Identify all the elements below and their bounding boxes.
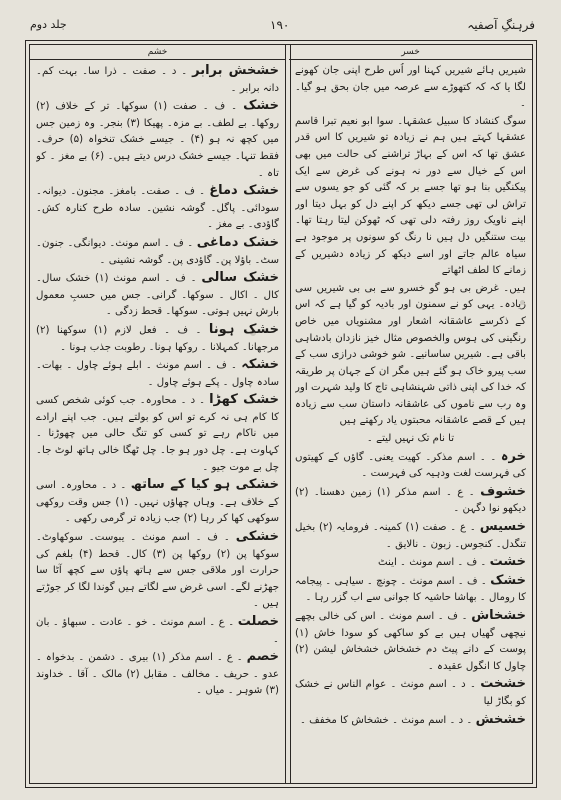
dictionary-entry — [295, 63, 526, 113]
definition-text: ۔ د ۔ صفت ۔ ذرا سا۔ بہت کم۔ دانہ برابر ۔ — [36, 66, 279, 94]
dictionary-entry — [36, 392, 279, 476]
definition-text: ۔ ۔ اسم مذکر۔ کھیت یعنی۔ گاؤں کے کھیتوں کی فہرست لغت ودہیہ کی فہرست ۔ — [295, 451, 526, 480]
headword: خشوف — [480, 483, 526, 499]
dictionary-entry — [36, 63, 279, 97]
definition-text: ۔ ف ۔ اسم مونث ۔ یبوست۔ سوکھاوٹ۔ سوکھا پن (۲) روکھا پن (۳) کال۔ قحط (۴) بلغم کی حرارت اور ملاقی جس سے ہاتھ پاؤں سے کچھ آٹا سا جھڑنے لگے۔ اسی غرض سے لگاتے ہیں گوندا لگا کر جوڑتے ہیں ۔ — [36, 532, 279, 610]
dictionary-entry — [295, 519, 526, 553]
definition-text: ۔ ف ۔ اسم مونث ۔ چونچ ۔ سیاہی ۔ پیجامہ کا رومال ۔ بھاشا حاشیہ کا جوانی سے اب گزر رہا ۔ — [295, 575, 526, 604]
definition-text: ۔ ف ۔ اسم مونث۔ دیوانگی۔ جنون۔ سٹ۔ باؤلا پن۔ گاؤدی پن۔ گوشہ نشینی ۔ — [36, 237, 279, 266]
scan-speck — [250, 330, 256, 336]
dictionary-entry — [295, 484, 526, 518]
headword: خشک دماغی — [196, 234, 279, 250]
definition-text: ۔ ف ۔ اسم مونث ۔ اینٹ — [378, 557, 487, 569]
headword: خشت — [489, 554, 526, 570]
definition-text: ۔ ف ۔ صفت۔ بامغز۔ مجنون۔ دیوانہ۔ سودائی۔ پاگل۔ گوشہ نشین۔ سادہ طرح کنارہ کش۔ گاؤدی۔ بے مغز ۔ — [36, 186, 279, 231]
dictionary-entry — [295, 554, 526, 572]
dictionary-entry — [36, 649, 279, 700]
definition-text: ۔ ع ۔ صفت (۱) کمینہ۔ فرومایہ (۲) بخیل تنگدل۔ کنجوس۔ زبون ۔ نالایق ۔ — [295, 522, 526, 550]
headword: خشک — [243, 98, 279, 114]
definition-text: ۔ د ۔ محاورہ۔ اسی کے خلاف ہے۔ وہاں چھاؤں نہیں۔ (۱) جس وقت روکھی سوکھی کھا کر رہا (۲) جب زیادہ تر گرمی رکھی ۔ — [36, 480, 279, 525]
right-column — [295, 63, 526, 777]
definition-text: ۔ د ۔ محاورہ۔ جب کوئی شخص کسی کا کام ہی نہ کرے تو اس کو بولتے ہیں۔ جب اپنے ارادے میں ناکام رہے تو کسی کو تنگ حالی میں چھوڑنا ۔ کہاوت ہے۔ چل دور ہو جا۔ چل ٹھگا خالی ہاتھ لوٹ جا۔ چل بے موت جیو ۔ — [36, 395, 279, 473]
definition-text: ۔ د ۔ اسم مونث ۔ عوام الناس نے خشک کو بگاڑ لیا — [295, 679, 526, 707]
headword: خشکی — [235, 529, 279, 545]
headword: خشک — [490, 572, 526, 588]
headword: خسیس — [479, 519, 526, 535]
headword: خشخش برابر — [192, 63, 279, 78]
left-column — [36, 63, 279, 777]
definition-text: سوگ کنشاد کا سبیل عشقہا۔ سوا ابو نعیم تبرا قاسم عشقہا کہتے ہیں ہم نے زیادہ تو شیریں کا اس قدر عشق تھا کہ اس کے بہاڑ تراشنے کی حالت میں بھی اس کے خیال سے دور نہ ہونے کی غرض سے ایک پیکنگیں بنا ہو تھا جسے بر کہ گئی کو جو یسوں سے تراش لی تھی جسے دیکھ کر اپنے دل کو بہل دیتا اور اپنے ناویک روز رفتہ دلی تھی کہ ٹھوکن لیتا رہتا تھا۔ بیت ستنگیں دل ہیں نا رنگ کو سونوں پر موجود ہے سیاہ عالم جاتے اور اسے دیکھ کر زیادہ دشیریں کے زمانے کا لطف اٹھاتے — [295, 115, 526, 277]
definition-text: ۔ ع ۔ اسم مونث ۔ خو ۔ عادت ۔ سبھاؤ ۔ بان ۔ — [36, 617, 279, 645]
dictionary-entry — [36, 529, 279, 613]
page-frame — [25, 40, 537, 788]
headword: خشک کھڑا — [209, 392, 279, 408]
right-column-head: خسر — [289, 45, 532, 60]
headword: خشک سالی — [201, 270, 279, 286]
dictionary-entry: تا نام تک نہیں لیتے ۔ — [366, 433, 455, 445]
left-column-head: خشم — [30, 45, 285, 60]
headword: خصلت — [237, 614, 279, 629]
volume-label: جلد دوم — [30, 18, 67, 31]
scan-speck — [520, 300, 525, 305]
page-header — [30, 18, 535, 40]
definition-text: ۔ د ۔ اسم مونث ۔ خشخاش کا مخفف ۔ — [299, 714, 473, 726]
page-number: ۱۹۰ — [270, 18, 290, 32]
dictionary-entry — [295, 573, 526, 607]
headword: خشکہ — [241, 357, 279, 373]
definition-text: ۔ ع ۔ اسم مذکر (۱) زمین دھسنا۔ (۲) دیکھو نوا دگہن ۔ — [295, 486, 526, 515]
definition-text: ۔ ف ۔ اسم مونث ۔ اس کی خالی بچھے نیچھی گھیاں ہیں بے کو ساکھی کو سودا خاش (۱) پوست کے دانے پیٹ دم خشخاش خشخاش لیشن (۲) چاول کا انگول عقیدہ ۔ — [295, 611, 526, 672]
dictionary-entry — [36, 270, 279, 321]
dictionary-entry — [295, 676, 526, 710]
dictionary-entry — [36, 183, 279, 234]
page-frame-inner — [29, 44, 533, 784]
definition-text: شیریں ہائے شیریں کہنا اور اُس طرح اپنی جان کھونے لگا یا کہ کہ کتھوڑے سے عرصہ میں جان بحق ہو گیا۔ ۔ — [295, 65, 526, 110]
headword: خشخش — [475, 711, 526, 727]
definition-text: ۔ ف ۔ صفت (۱) سوکھا۔ تر کے خلاف (۲) روکھا۔ بے لطف۔ بے مزہ۔ پھیکا (۳) بنجر۔ وہ زمین جس میں کچھ نہ ہو (۴) ۔ جیسے خشک تنخواہ (۵) حرف۔ فقط تنہا۔ جیسے خشک درس دیتے ہیں۔ (۶) بے مغز ۔ کو تاہ ۔ — [36, 101, 279, 179]
book-title: فرہنگِ آصفیہ — [467, 18, 535, 32]
headword: خرہ — [500, 448, 526, 464]
dictionary-entry — [295, 114, 526, 280]
definition-text: ۔ ف ۔ فعل لازم (۱) سوکھنا (۲) مرجھانا۔ کمہلانا ۔ روکھا ہونا۔ رطوبت جذب ہونا ۔ — [36, 324, 279, 353]
dictionary-entry — [36, 322, 279, 356]
headword: خشک دماغ — [209, 183, 279, 199]
headword: خشخت — [480, 676, 526, 692]
definition-text: ۔ ف ۔ اسم مونث (۱) خشک سال۔ کال ۔ اکال ۔ سوکھا۔ گرانی۔ جس میں حسبِ معمول بارش نہیں ہوتی۔ سوکھا۔ قحط زدگی ۔ — [36, 273, 279, 318]
column-divider — [285, 45, 291, 783]
dictionary-entry — [36, 614, 279, 648]
dictionary-entry — [295, 281, 526, 430]
dictionary-entry — [295, 712, 526, 730]
dictionary-entry — [36, 477, 279, 528]
definition-text: ۔ ف ۔ اسم مونث ۔ ابلے ہوئے چاول ۔ بھات۔ سادہ چاول ۔ پکے ہوئے چاول ۔ — [36, 360, 279, 388]
headword: خشخاش — [471, 608, 526, 623]
dictionary-entry — [36, 98, 279, 182]
dictionary-entry — [36, 357, 279, 391]
definition-text: ۔ ع ۔ اسم مذکر (۱) بیری ۔ دشمن ۔ بدخواہ ۔ عدو ۔ حریف ۔ مخالف ۔ مقابل (۲) مالک ۔ آقا ۔ خداوند (۳) شوہر ۔ میاں ۔ — [36, 652, 279, 697]
dictionary-entry — [295, 449, 526, 483]
dictionary-entry — [36, 235, 279, 269]
headword: خشک ہونا — [208, 321, 279, 337]
dictionary-entry — [295, 608, 526, 675]
headword: خصم — [246, 649, 279, 665]
headword: خشکی ہو کیا کے ساتھ — [130, 477, 279, 493]
definition-text: ہیں۔ غرض بی ہو گو خسرو سے بی بی شیریں سی زیادہ۔ یہی کو نے سمنون اور بادیہ کو گیا ہے کہ اس کے ذکرسے عاشقانہ اشعار اور مشنویاں میں خاص رنگینی کی ہوس والخصوص مثال خیز نازدان بادشاہی باقی ہے۔ شیریں ساسانیے۔ شو خوشی درازی سب کے سب پیرو خاک ہو گئے ہیں مگر ان کے جہان پر طریقہ کہ خدا کی اپنی ذاتی شہنشاہی تاج کا ولید شہرت اور وہ رب سے ناموں کی عاشقانہ داستان سب سے زیادہ ہیں کے قصے عاشقانہ محبتوں یاد رکھتے ہیں — [295, 282, 526, 427]
